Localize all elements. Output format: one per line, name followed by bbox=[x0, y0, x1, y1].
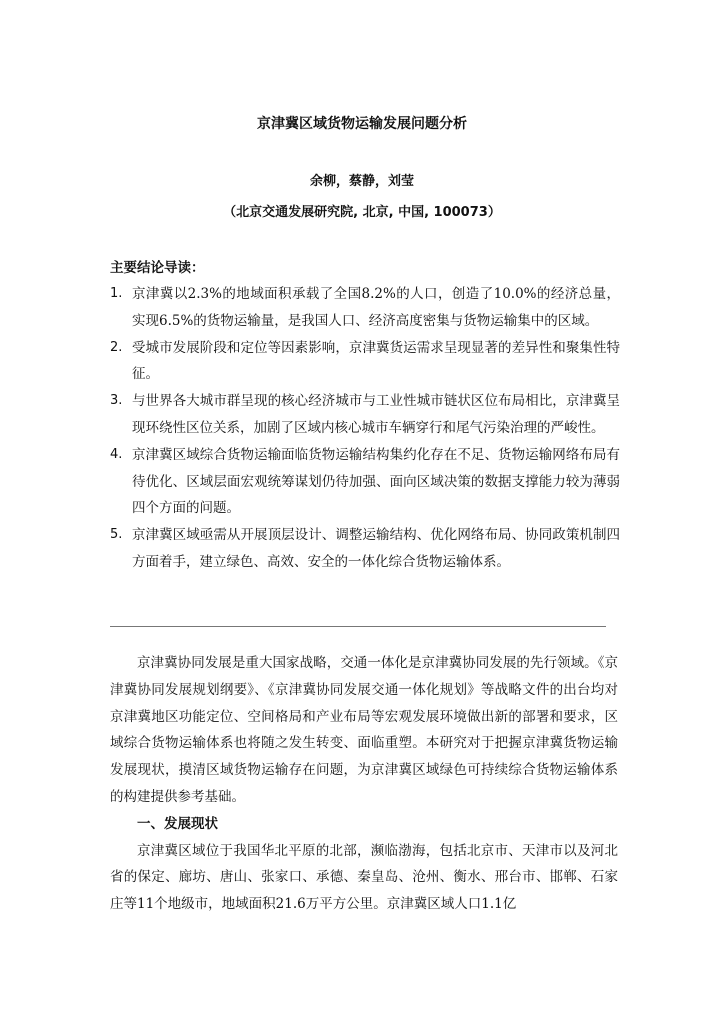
paper-authors: 余柳，蔡静，刘莹 bbox=[309, 174, 414, 189]
summary-item-text: 京津冀区域亟需从开展顶层设计、调整运输结构、优化网络布局、协同政策机制四方面着手，建立绿色、高效、安全的一体化综合货物运输体系。 bbox=[132, 527, 620, 570]
paper-title: 京津冀区域货物运输发展问题分析 bbox=[257, 116, 467, 132]
summary-heading: 主要结论导读： bbox=[110, 260, 205, 276]
summary-item-number: 2. bbox=[110, 339, 123, 355]
summary-item-number: 4. bbox=[110, 446, 123, 462]
section-divider bbox=[110, 626, 606, 627]
intro-paragraph: 京津冀协同发展是重大国家战略，交通一体化是京津冀协同发展的先行领域。《京津冀协同发展规划纲要》、《京津冀协同发展交通一体化规划》等战略文件的出台均对京津冀地区功能定位、空间格局和产业布局等宏观发展环境做出新的部署和要求，区域综合货物运输体系也将随之发生转变、面临重塑。本研究对于把握京津冀货物运输发展现状，摸清区域货物运输存在问题，为京津冀区域绿色可持续综合货物运输体系的构建提供参考基础。 bbox=[110, 655, 618, 805]
summary-item-text: 受城市发展阶段和定位等因素影响，京津冀货运需求呈现显著的差异性和聚集性特征。 bbox=[132, 339, 620, 383]
section-heading: 一、发展现状 bbox=[137, 815, 218, 832]
summary-item bbox=[110, 281, 620, 335]
summary-item bbox=[110, 522, 620, 576]
body-text bbox=[110, 650, 618, 918]
summary-item bbox=[110, 335, 620, 389]
summary-item-number: 3. bbox=[110, 393, 123, 409]
summary-item-text: 京津冀区域综合货物运输面临货物运输结构集约化存在不足、货物运输网络布局有待优化、区域层面宏观统筹谋划仍待加强、面向区域决策的数据支撑能力较为薄弱四个方面的问题。 bbox=[132, 446, 620, 517]
summary-list bbox=[110, 281, 620, 576]
author-affiliation: （北京交通发展研究院, 北京, 中国, 100073） bbox=[223, 205, 501, 220]
section-paragraph: 京津冀区域位于我国华北平原的北部，濒临渤海，包括北京市、天津市以及河北省的保定、廊坊、唐山、张家口、承德、秦皇岛、沧州、衡水、邢台市、邯郸、石家庄等11个地级市，地域面积21.6万平方公里。京津冀区域人口1.1亿 bbox=[110, 842, 618, 913]
summary-item bbox=[110, 388, 620, 442]
summary-item-text: 与世界各大城市群呈现的核心经济城市与工业性城市链状区位布局相比，京津冀呈现环绕性区位关系，加剧了区域内核心城市车辆穿行和尾气污染治理的严峻性。 bbox=[132, 393, 620, 436]
summary-item-number: 1. bbox=[110, 286, 123, 301]
summary-item-number: 5. bbox=[110, 527, 123, 543]
summary-item-text: 京津冀以2.3%的地域面积承载了全国8.2%的人口，创造了10.0%的经济总量，实现6.5%的货物运输量，是我国人口、经济高度密集与货物运输集中的区域。 bbox=[132, 286, 620, 329]
summary-item bbox=[110, 442, 620, 522]
